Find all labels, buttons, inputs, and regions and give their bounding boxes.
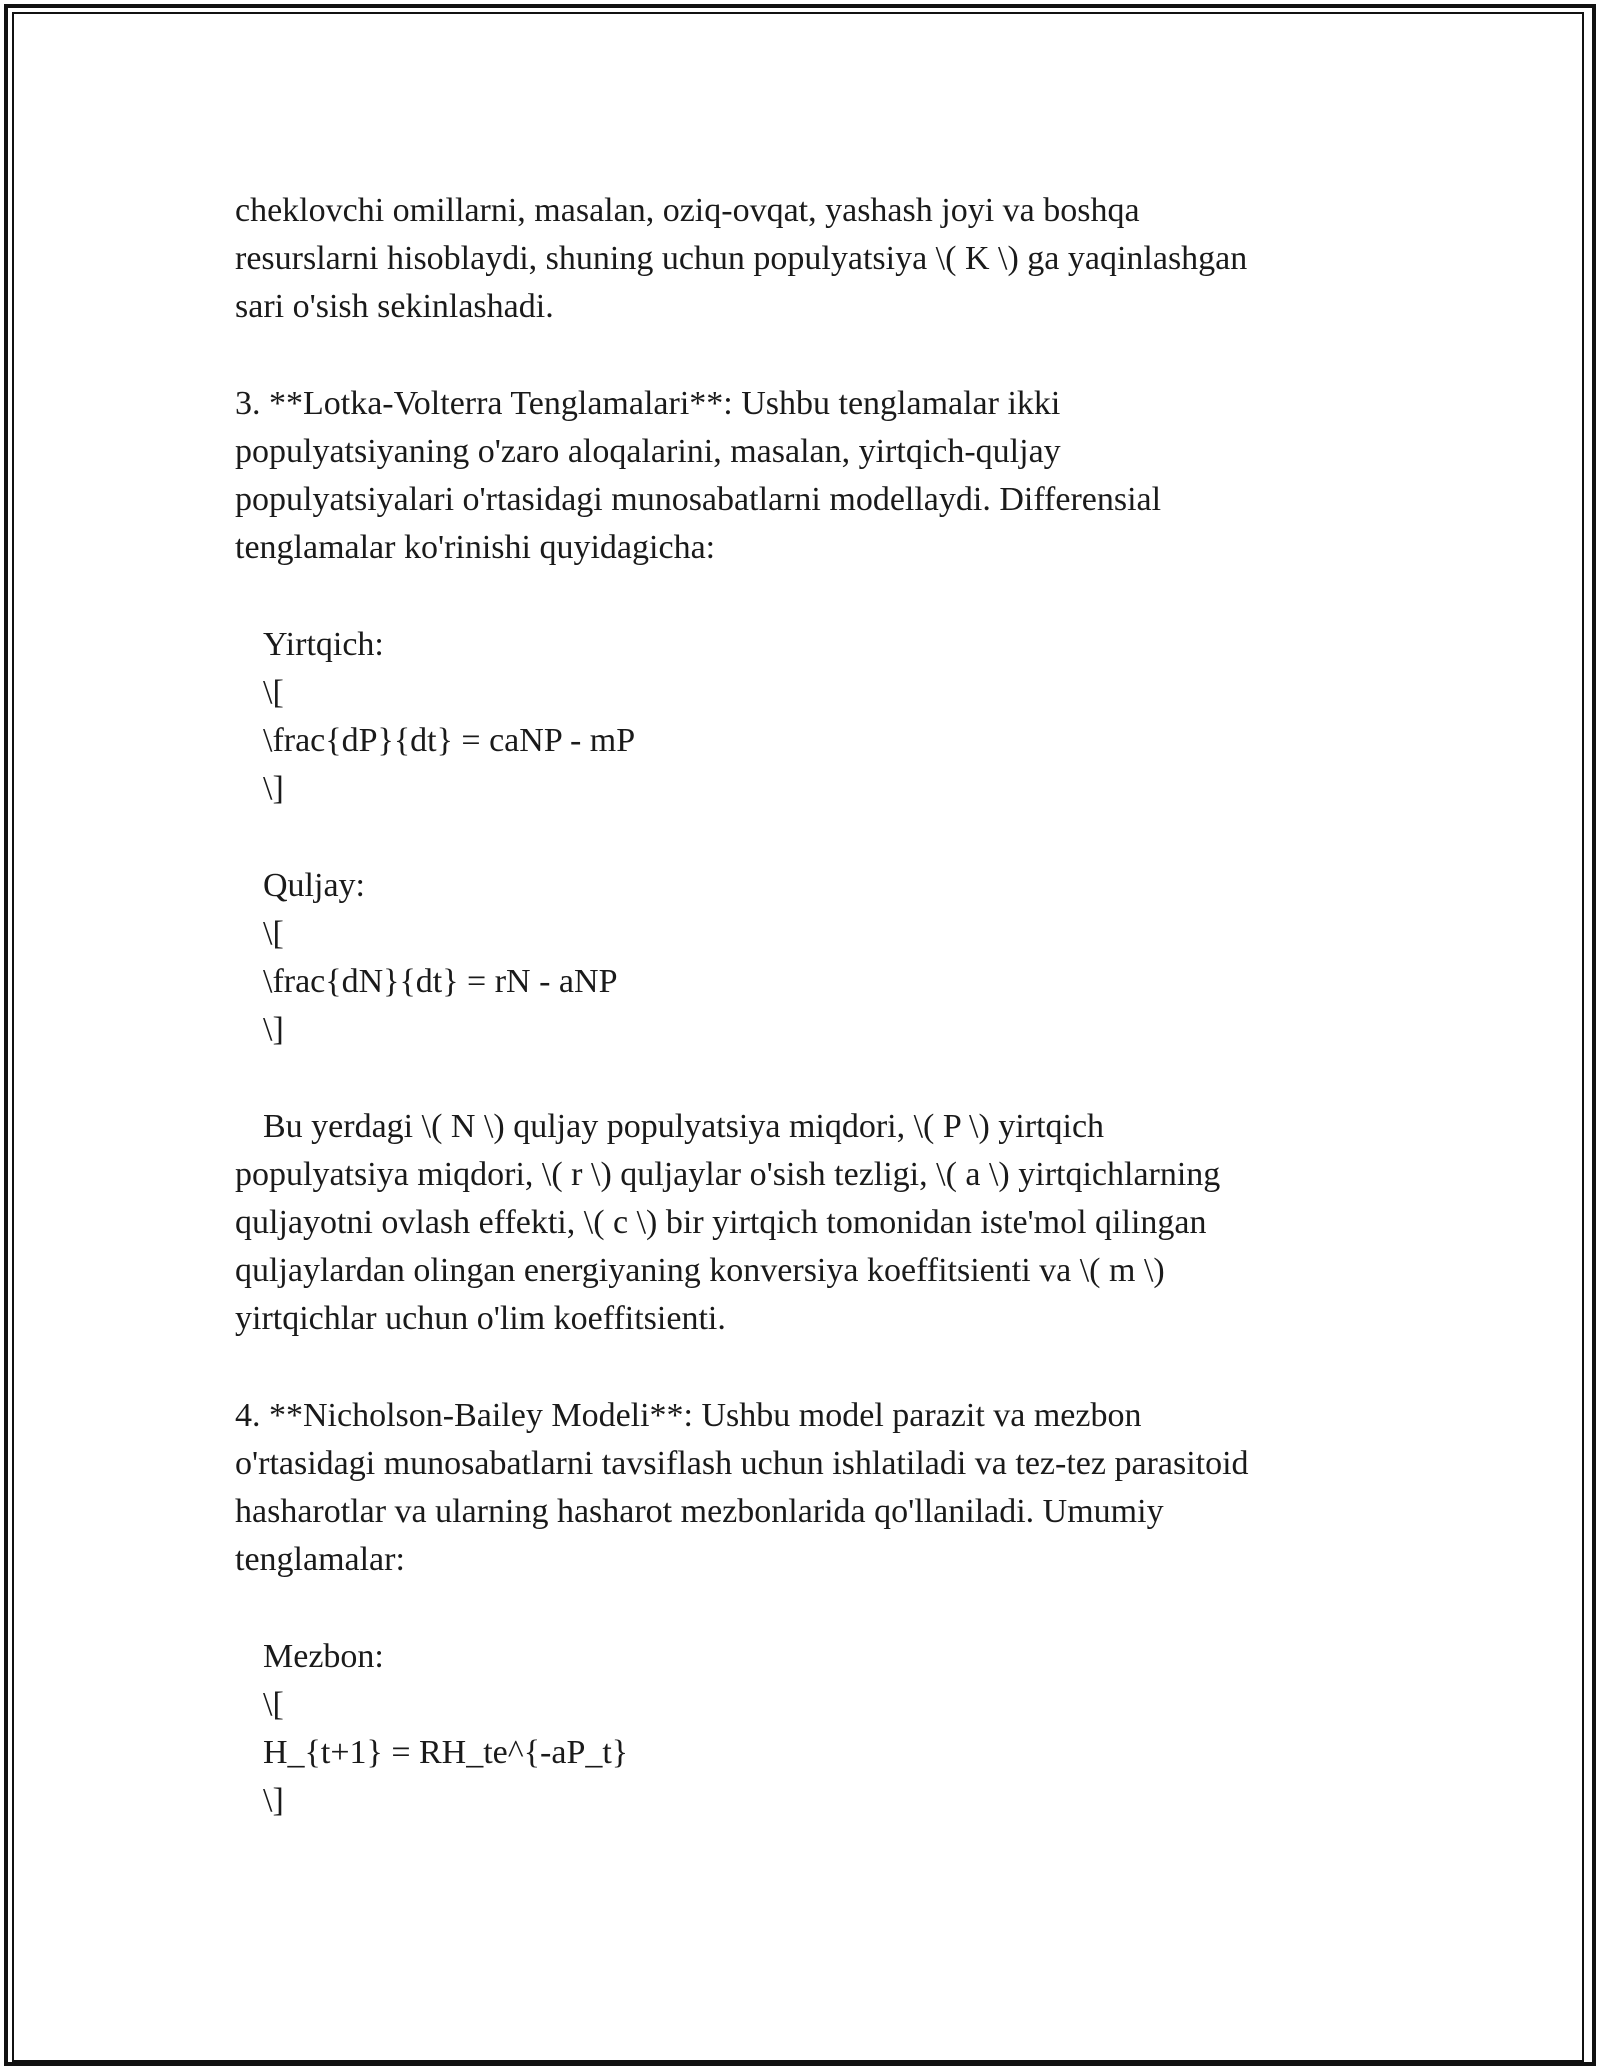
- text-line: H_{t+1} = RH_te^{-aP_t}: [263, 1734, 629, 1771]
- blank-line: [235, 332, 1365, 380]
- text-line: populyatsiya miqdori, \( r \) quljaylar o'sish tezligi, \( a \) yirtqichlarning: [235, 1155, 1221, 1193]
- text-line: \]: [263, 770, 284, 808]
- blank-line: [235, 1584, 1365, 1632]
- blank-line: [235, 813, 1365, 861]
- text-line: resurslarni hisoblaydi, shuning uchun populyatsiya \( K \) ga yaqinlashgan: [235, 240, 1248, 278]
- text-line: hasharotlar va ularning hasharot mezbonlarida qo'llaniladi. Umumiy: [235, 1493, 1164, 1531]
- text-line: 4. **Nicholson-Bailey Modeli**: Ushbu model parazit va mezbon: [235, 1396, 1142, 1434]
- text-line: \[: [263, 914, 284, 952]
- text-line: tenglamalar:: [235, 1541, 405, 1579]
- blank-line: [235, 573, 1365, 621]
- text-line: yirtqichlar uchun o'lim koeffitsienti.: [235, 1300, 726, 1338]
- text-line: o'rtasidagi munosabatlarni tavsiflash uchun ishlatiladi va tez-tez parasitoid: [235, 1444, 1249, 1482]
- text-line: quljayotni ovlash effekti, \( c \) bir yirtqich tomonidan iste'mol qilingan: [235, 1203, 1207, 1241]
- text-line: Quljay:: [263, 866, 365, 904]
- text-line: \frac{dN}{dt} = rN - aNP: [263, 963, 618, 1000]
- text-line: Yirtqich:: [263, 625, 384, 663]
- text-line: \]: [263, 1011, 284, 1049]
- text-line: \]: [263, 1782, 284, 1820]
- text-line: cheklovchi omillarni, masalan, oziq-ovqat, yashash joyi va boshqa: [235, 192, 1140, 229]
- text-line: populyatsiyalari o'rtasidagi munosabatlarni modellaydi. Differensial: [235, 481, 1162, 519]
- text-line: Bu yerdagi \( N \) quljay populyatsiya miqdori, \( P \) yirtqich: [263, 1107, 1105, 1145]
- document-body: [235, 187, 1365, 1825]
- text-line: 3. **Lotka-Volterra Tenglamalari**: Ushbu tenglamalar ikki: [235, 384, 1061, 422]
- text-line: \[: [263, 1685, 284, 1723]
- text-line: Mezbon:: [263, 1637, 384, 1675]
- text-line: quljaylardan olingan energiyaning konversiya koeffitsienti va \( m \): [235, 1252, 1165, 1290]
- text-line: \[: [263, 673, 284, 711]
- text-line: \frac{dP}{dt} = caNP - mP: [263, 722, 636, 760]
- blank-line: [235, 1054, 1365, 1102]
- text-line: populyatsiyaning o'zaro aloqalarini, masalan, yirtqich-quljay: [235, 432, 1061, 470]
- text-line: tenglamalar ko'rinishi quyidagicha:: [235, 529, 716, 567]
- blank-line: [235, 1344, 1365, 1392]
- text-line: sari o'sish sekinlashadi.: [235, 288, 554, 326]
